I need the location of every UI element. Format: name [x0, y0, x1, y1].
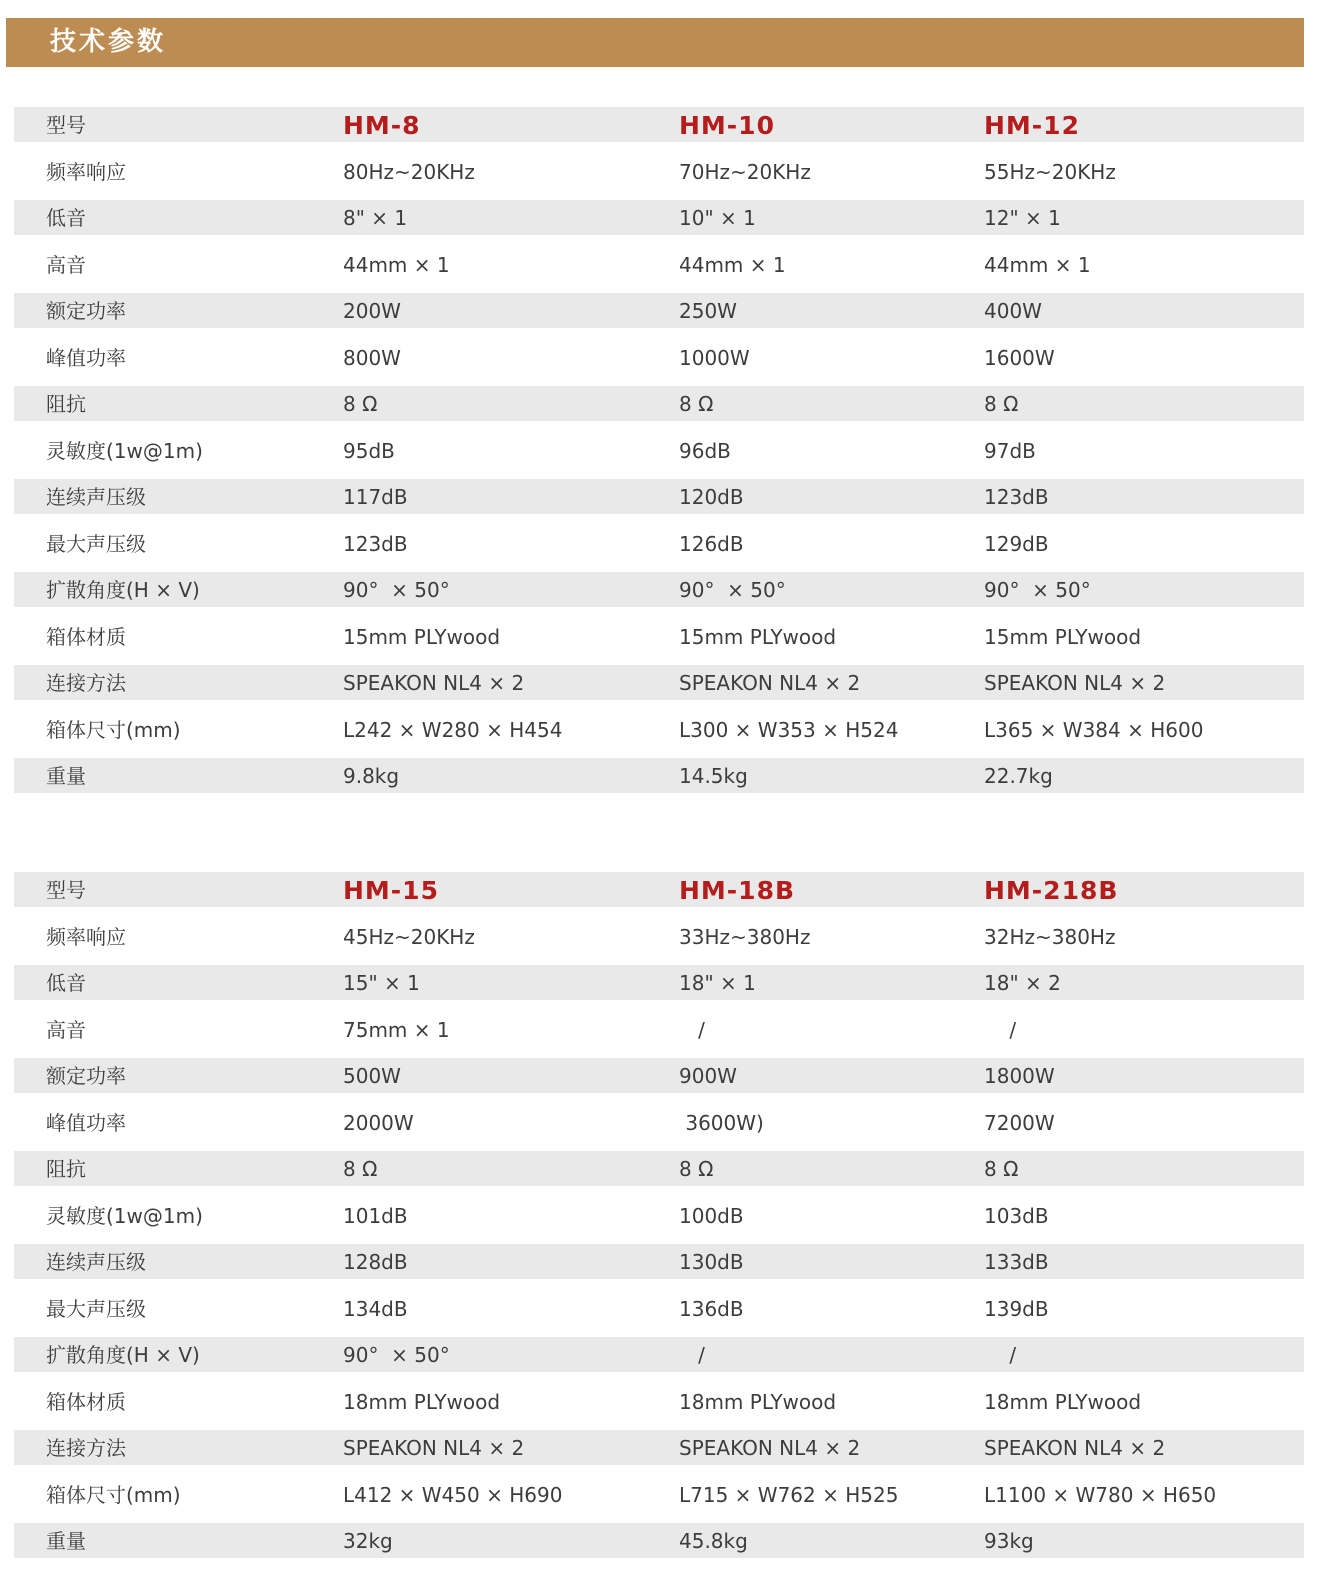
row-background	[14, 572, 1304, 607]
table-row	[14, 433, 1304, 480]
spec-label: 灵敏度(1w@1m)	[46, 1203, 203, 1228]
spec-value: 22.7kg	[984, 764, 1053, 788]
spec-label: 额定功率	[46, 299, 126, 323]
spec-value: 97dB	[984, 438, 1036, 463]
spec-label: 阻抗	[46, 392, 86, 416]
spec-value: 8 Ω	[679, 1157, 714, 1181]
row-background	[14, 1058, 1304, 1093]
spec-value: 2000W	[343, 1110, 414, 1135]
row-background	[14, 1244, 1304, 1279]
spec-value: 8" × 1	[343, 206, 408, 230]
spec-value: 128dB	[343, 1250, 408, 1274]
spec-label: 重量	[46, 764, 86, 788]
spec-label: 连接方法	[46, 671, 126, 695]
spec-label: 重量	[46, 1529, 86, 1553]
spec-value: /	[984, 1017, 1017, 1042]
table-row	[14, 1151, 1304, 1198]
spec-value: /	[679, 1343, 705, 1367]
spec-value: 7200W	[984, 1110, 1055, 1135]
table-row	[14, 200, 1304, 247]
spec-label: 型号	[46, 113, 86, 137]
spec-value: 75mm × 1	[343, 1017, 450, 1042]
spec-label: 连接方法	[46, 1436, 126, 1460]
spec-value: 15mm PLYwood	[679, 624, 837, 649]
spec-value: 15" × 1	[343, 971, 420, 995]
spec-value: 500W	[343, 1064, 401, 1088]
table-header-row	[14, 107, 1304, 154]
spec-value: 8 Ω	[679, 392, 714, 416]
table-row	[14, 572, 1304, 619]
spec-value: 70Hz~20KHz	[679, 159, 811, 184]
model-name: HM-8	[343, 111, 421, 140]
spec-table-1	[14, 107, 1304, 805]
spec-value: 123dB	[343, 531, 408, 556]
spec-value: 14.5kg	[679, 764, 748, 788]
spec-value: 8 Ω	[984, 392, 1019, 416]
spec-value: 90° × 50°	[343, 1343, 450, 1367]
table-row	[14, 1477, 1304, 1524]
spec-value: 800W	[343, 345, 401, 370]
row-background	[14, 1523, 1304, 1558]
table-row	[14, 340, 1304, 387]
spec-value: 45Hz~20KHz	[343, 924, 475, 949]
spec-value: 18" × 1	[679, 971, 756, 995]
spec-value: 90° × 50°	[343, 578, 450, 602]
spec-value: SPEAKON NL4 × 2	[343, 671, 525, 695]
section-title: 技术参数	[50, 27, 167, 57]
spec-value: 55Hz~20KHz	[984, 159, 1116, 184]
spec-value: 120dB	[679, 485, 744, 509]
spec-value: 133dB	[984, 1250, 1049, 1274]
spec-value: 123dB	[984, 485, 1049, 509]
table-row	[14, 1430, 1304, 1477]
spec-value: 90° × 50°	[984, 578, 1091, 602]
spec-value: SPEAKON NL4 × 2	[679, 1436, 861, 1460]
spec-label: 型号	[46, 878, 86, 902]
spec-label: 箱体尺寸(mm)	[46, 717, 181, 742]
spec-value: 90° × 50°	[679, 578, 786, 602]
model-name: HM-18B	[679, 876, 796, 905]
spec-table-2	[14, 872, 1304, 1570]
spec-value: /	[679, 1017, 705, 1042]
spec-label: 最大声压级	[46, 1296, 146, 1321]
spec-value: 250W	[679, 299, 737, 323]
row-background	[14, 1151, 1304, 1186]
spec-value: 44mm × 1	[679, 252, 786, 277]
spec-value: 103dB	[984, 1203, 1049, 1228]
spec-value: 3600W)	[679, 1110, 764, 1135]
spec-value: 45.8kg	[679, 1529, 748, 1553]
spec-value: SPEAKON NL4 × 2	[679, 671, 861, 695]
table-row	[14, 1105, 1304, 1152]
spec-label: 最大声压级	[46, 531, 146, 556]
spec-value: 1600W	[984, 345, 1055, 370]
table-row	[14, 526, 1304, 573]
spec-label: 峰值功率	[46, 345, 126, 370]
spec-value: 1000W	[679, 345, 750, 370]
spec-value: 93kg	[984, 1529, 1034, 1553]
spec-value: 129dB	[984, 531, 1049, 556]
row-background	[14, 386, 1304, 421]
row-background	[14, 1337, 1304, 1372]
spec-value: 44mm × 1	[984, 252, 1091, 277]
spec-value: 18mm PLYwood	[679, 1389, 837, 1414]
spec-label: 扩散角度(H × V)	[46, 578, 200, 602]
spec-label: 阻抗	[46, 1157, 86, 1181]
table-row	[14, 758, 1304, 805]
table-row	[14, 293, 1304, 340]
spec-value: 126dB	[679, 531, 744, 556]
spec-value: 101dB	[343, 1203, 408, 1228]
table-header-row	[14, 872, 1304, 919]
spec-label: 额定功率	[46, 1064, 126, 1088]
spec-value: 134dB	[343, 1296, 408, 1321]
spec-value: 10" × 1	[679, 206, 756, 230]
table-row	[14, 1058, 1304, 1105]
spec-value: 32Hz~380Hz	[984, 924, 1116, 949]
table-row	[14, 665, 1304, 712]
row-background	[14, 479, 1304, 514]
spec-label: 低音	[46, 206, 86, 230]
table-row	[14, 1523, 1304, 1570]
row-background	[14, 293, 1304, 328]
spec-value: L365 × W384 × H600	[984, 717, 1204, 742]
spec-value: 18mm PLYwood	[984, 1389, 1142, 1414]
spec-value: 32kg	[343, 1529, 393, 1553]
spec-label: 频率响应	[46, 924, 126, 949]
spec-value: L242 × W280 × H454	[343, 717, 563, 742]
table-row	[14, 619, 1304, 666]
spec-value: 8 Ω	[343, 392, 378, 416]
spec-value: 136dB	[679, 1296, 744, 1321]
spec-value: SPEAKON NL4 × 2	[984, 1436, 1166, 1460]
table-row	[14, 479, 1304, 526]
model-name: HM-12	[984, 111, 1080, 140]
spec-label: 频率响应	[46, 159, 126, 184]
table-row	[14, 1198, 1304, 1245]
spec-label: 箱体材质	[46, 1389, 126, 1414]
spec-label: 箱体尺寸(mm)	[46, 1482, 181, 1507]
spec-value: L412 × W450 × H690	[343, 1482, 563, 1507]
spec-label: 连续声压级	[46, 1250, 146, 1274]
table-row	[14, 1291, 1304, 1338]
model-name: HM-15	[343, 876, 439, 905]
spec-value: 96dB	[679, 438, 731, 463]
table-row	[14, 386, 1304, 433]
table-row	[14, 247, 1304, 294]
spec-value: 18" × 2	[984, 971, 1061, 995]
row-background	[14, 758, 1304, 793]
table-row	[14, 1012, 1304, 1059]
section-header-bar	[6, 18, 1304, 67]
spec-value: 200W	[343, 299, 401, 323]
spec-label: 峰值功率	[46, 1110, 126, 1135]
table-row	[14, 712, 1304, 759]
spec-label: 扩散角度(H × V)	[46, 1343, 200, 1367]
spec-label: 高音	[46, 1017, 86, 1042]
spec-value: 139dB	[984, 1296, 1049, 1321]
spec-value: 18mm PLYwood	[343, 1389, 501, 1414]
spec-value: 1800W	[984, 1064, 1055, 1088]
spec-value: 9.8kg	[343, 764, 400, 788]
spec-value: 900W	[679, 1064, 737, 1088]
row-background	[14, 200, 1304, 235]
spec-value: SPEAKON NL4 × 2	[984, 671, 1166, 695]
table-row	[14, 1244, 1304, 1291]
row-background	[14, 107, 1304, 142]
spec-value: 8 Ω	[984, 1157, 1019, 1181]
spec-value: 130dB	[679, 1250, 744, 1274]
spec-value: SPEAKON NL4 × 2	[343, 1436, 525, 1460]
table-row	[14, 1384, 1304, 1431]
spec-label: 灵敏度(1w@1m)	[46, 438, 203, 463]
spec-value: L715 × W762 × H525	[679, 1482, 899, 1507]
table-row	[14, 965, 1304, 1012]
spec-value: 80Hz~20KHz	[343, 159, 475, 184]
spec-value: 95dB	[343, 438, 395, 463]
spec-label: 高音	[46, 252, 86, 277]
spec-value: 117dB	[343, 485, 408, 509]
row-background	[14, 965, 1304, 1000]
spec-value: L300 × W353 × H524	[679, 717, 899, 742]
table-row	[14, 1337, 1304, 1384]
table-row	[14, 919, 1304, 966]
spec-value: 15mm PLYwood	[343, 624, 501, 649]
spec-value: 100dB	[679, 1203, 744, 1228]
spec-value: 8 Ω	[343, 1157, 378, 1181]
spec-value: 33Hz~380Hz	[679, 924, 811, 949]
spec-value: L1100 × W780 × H650	[984, 1482, 1217, 1507]
model-name: HM-10	[679, 111, 775, 140]
spec-label: 箱体材质	[46, 624, 126, 649]
spec-value: /	[984, 1343, 1017, 1367]
model-name: HM-218B	[984, 876, 1119, 905]
table-row	[14, 154, 1304, 201]
spec-value: 12" × 1	[984, 206, 1061, 230]
spec-label: 连续声压级	[46, 485, 146, 509]
spec-label: 低音	[46, 971, 86, 995]
spec-value: 15mm PLYwood	[984, 624, 1142, 649]
spec-value: 400W	[984, 299, 1042, 323]
spec-value: 44mm × 1	[343, 252, 450, 277]
